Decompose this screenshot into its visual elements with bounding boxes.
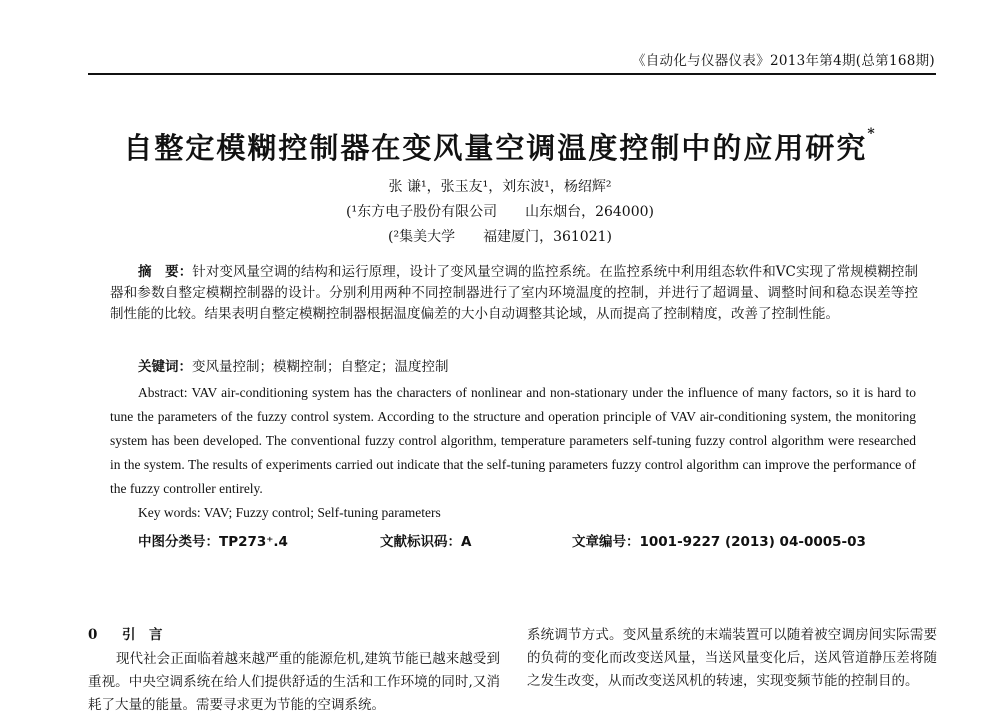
section-heading (88, 624, 500, 647)
right-column (527, 624, 937, 693)
affiliation-2: (²集美大学 福建厦门，361021) (388, 229, 612, 245)
intro-paragraph: 现代社会正面临着越来越严重的能源危机,建筑节能已越来越受到重视。中央空调系统在给人们提供舒适的生活和工作环境的同时,又消耗了大量的能量。需要寻求更为节能的空调系统。 (88, 651, 500, 713)
english-abstract: Abstract: VAV air-conditioning system has the characters of nonlinear and non-stationary under the influence of many factors, so it is hard to tune the parameters of the fuzzy control system. According to the structure and operation principle of VAV air-conditioning system, the monitoring system has been developed. The conventional fuzzy control algorithm, temperature parameters self-tuning fuzzy control algorithm were researched in the system. The results of experiments carried out indicate that the self-tuning parameters fuzzy control algorithm can improve the performance of the fuzzy controller entirely. (110, 385, 916, 496)
header-rule (88, 73, 936, 75)
paper-title (0, 126, 1000, 167)
abstract-cn-text: 针对变风量空调的结构和运行原理，设计了变风量空调的监控系统。在监控系统中利用组态软件和VC实现了常规模糊控制器和参数自整定模糊控制器的设计。分别利用两种不同控制器进行了室内环境温度的控制，并进行了超调量、调整时间和稳态误差等控制性能的比较。结果表明自整定模糊控制器根据温度偏差的大小自动调整其论域，从而提高了控制精度，改善了控制性能。 (110, 264, 919, 322)
chinese-abstract (110, 262, 918, 325)
right-column-paragraph: 系统调节方式。变风量系统的末端装置可以随着被空调房间实际需要的负荷的变化而改变送风量，当送风量变化后，送风管道静压差将随之发生改变，从而改变送风机的转速，实现变频节能的控制目的。 (527, 627, 937, 689)
classification-number: 中图分类号：TP273⁺.4 (138, 534, 288, 550)
chinese-keywords (138, 355, 449, 375)
left-column (88, 624, 500, 717)
document-code: 文献标识码：A (380, 534, 472, 550)
section-number: 0 (88, 627, 98, 643)
journal-header: 《自动化与仪器仪表》2013年第4期(总第168期) (631, 53, 935, 69)
keywords-cn-text: 变风量控制；模糊控制；自整定；温度控制 (192, 359, 449, 375)
english-keywords: Key words: VAV; Fuzzy control; Self-tuning parameters (138, 505, 441, 520)
abstract-cn-label: 摘 要： (138, 264, 193, 280)
affiliation-1: (¹东方电子股份有限公司 山东烟台，264000) (346, 204, 654, 220)
keywords-cn-label: 关键词： (138, 359, 192, 375)
authors: 张 谦¹，张玉友¹，刘东波¹，杨绍辉² (388, 179, 612, 195)
article-number: 文章编号：1001-9227 (2013) 04-0005-03 (572, 534, 866, 550)
title-text: 自整定模糊控制器在变风量空调温度控制中的应用研究 (123, 131, 868, 165)
title-footnote-mark: * (867, 126, 877, 142)
section-title: 引 言 (122, 627, 163, 643)
